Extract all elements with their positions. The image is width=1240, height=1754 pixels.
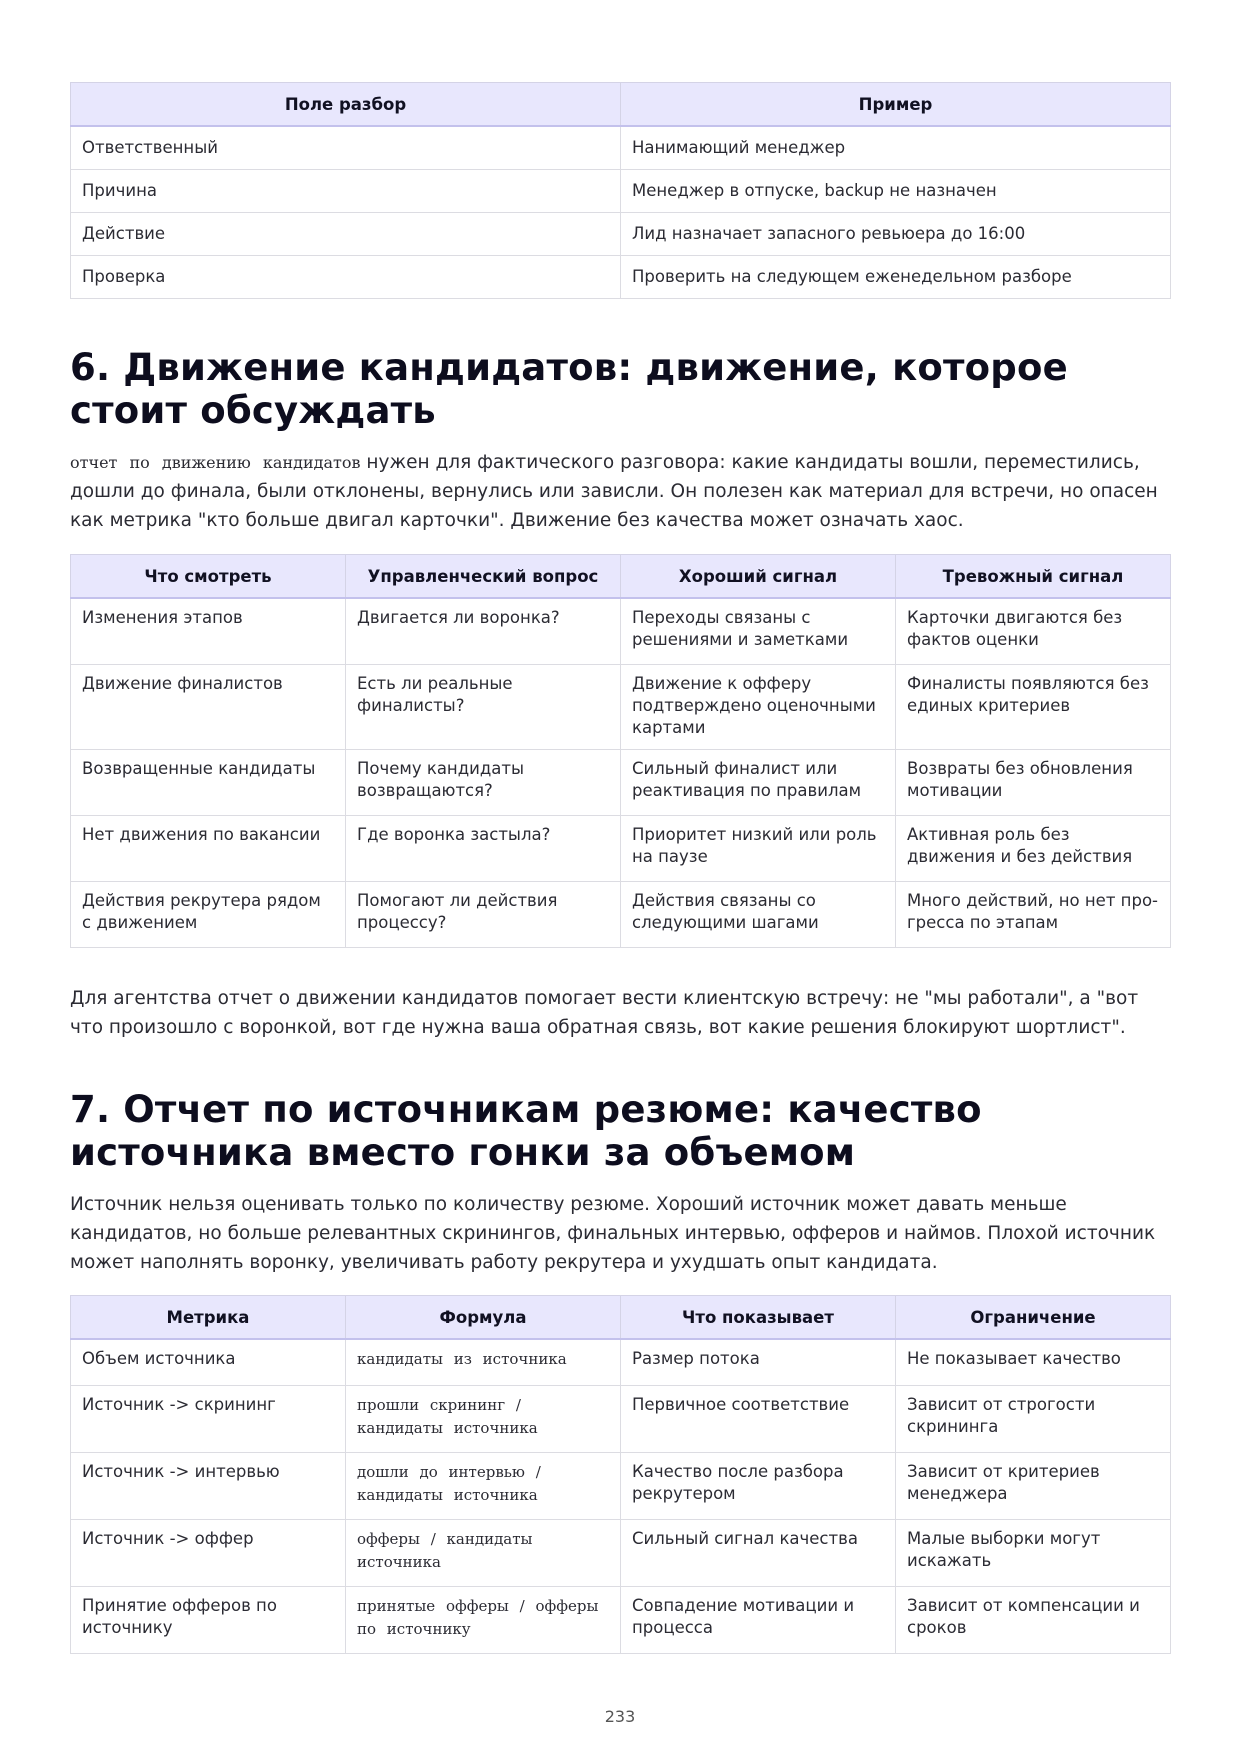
table-header-row	[71, 83, 1171, 127]
table-cell: Помогают ли действия процессу?	[346, 882, 621, 948]
table-cell: Проверка	[71, 256, 621, 299]
table-cell: Зависит от критериев менеджера	[896, 1452, 1171, 1519]
table-cell: Нанимающий менеджер	[621, 126, 1171, 170]
section-7-heading: 7. Отчет по источникам резюме: качество источника вместо гонки за объемом	[70, 1088, 982, 1174]
formula-cell: дошли до интервью / кандидаты источника	[346, 1452, 621, 1519]
table-cell: Нет движения по вакансии	[71, 816, 346, 882]
section-6-outro: Для агентства отчет о движении кандидатов помогает вести клиентскую встречу: не "мы работали", а "вот что произошло с воронкой, вот где нужна ваша обратная связь, вот какие решения блокируют шортлист".	[70, 988, 1139, 1038]
formula-cell: прошли скрининг / кандидаты источника	[346, 1385, 621, 1452]
table-row	[71, 213, 1171, 256]
formula-cell: офферы / кандидаты источника	[346, 1519, 621, 1586]
table-cell: Возвраты без обновления мотивации	[896, 750, 1171, 816]
table-cell: Не показывает качество	[896, 1339, 1171, 1385]
table-cell: Действия связаны со следующими шагами	[621, 882, 896, 948]
table-cell: Первичное соответствие	[621, 1385, 896, 1452]
table-cell: Зависит от компенсации и сроков	[896, 1586, 1171, 1653]
table-header-cell: Ограничение	[896, 1296, 1171, 1340]
table-header-cell: Формула	[346, 1296, 621, 1340]
table-cell: Есть ли реальные финалисты?	[346, 665, 621, 750]
table-cell: Где воронка застыла?	[346, 816, 621, 882]
table-cell: Действие	[71, 213, 621, 256]
table-row	[71, 1519, 1171, 1586]
formula-cell: кандидаты из источника	[346, 1339, 621, 1385]
table-cell: Много действий, но нет прогресса по этапам	[896, 882, 1171, 948]
candidate-movement-table	[70, 554, 1171, 948]
table-cell: Почему кандидаты возвращаются?	[346, 750, 621, 816]
table-header-row	[71, 555, 1171, 599]
table-cell: Действия рекрутера рядом с движением	[71, 882, 346, 948]
table-row	[71, 816, 1171, 882]
table-header-cell: Поле разбор	[71, 83, 621, 127]
table-row	[71, 126, 1171, 170]
table-cell: Движение финалистов	[71, 665, 346, 750]
table-header-cell: Пример	[621, 83, 1171, 127]
page-content	[70, 82, 1171, 1654]
table-row	[71, 665, 1171, 750]
page-number: 233	[604, 1707, 636, 1726]
source-quality-table	[70, 1295, 1171, 1654]
table-cell: Размер потока	[621, 1339, 896, 1385]
table-cell: Активная роль без движения и без действия	[896, 816, 1171, 882]
table-header-cell: Управленческий вопрос	[346, 555, 621, 599]
table-row	[71, 1385, 1171, 1452]
formula-cell: принятые офферы / офферы по источнику	[346, 1586, 621, 1653]
review-fields-table	[70, 82, 1171, 299]
table-header-cell: Метрика	[71, 1296, 346, 1340]
section-7-intro: Источник нельзя оценивать только по количеству резюме. Хороший источник может давать меньше кандидатов, но больше релевантных скринингов, финальных интервью, офферов и наймов. Плохой источник может наполнять воронку, увеличивать работу рекрутера и ухудшать опыт кандидата.	[70, 1194, 1156, 1273]
table-header-cell: Хороший сигнал	[621, 555, 896, 599]
table-cell: Приоритет низкий или роль на паузе	[621, 816, 896, 882]
table-row	[71, 1452, 1171, 1519]
table-cell: Финалисты появляются без единых критериев	[896, 665, 1171, 750]
table-header-cell: Что смотреть	[71, 555, 346, 599]
table-row	[71, 256, 1171, 299]
table-cell: Объем источника	[71, 1339, 346, 1385]
table-row	[71, 598, 1171, 665]
table-cell: Причина	[71, 170, 621, 213]
table-row	[71, 1339, 1171, 1385]
table-cell: Источник -> скрининг	[71, 1385, 346, 1452]
table-cell: Изменения этапов	[71, 598, 346, 665]
table-cell: Совпадение мотивации и процесса	[621, 1586, 896, 1653]
table-cell: Возвращенные кандидаты	[71, 750, 346, 816]
section-6-intro-text: нужен для фактического разговора: какие кандидаты вошли, переместились, дошли до финала, были отклонены, вернулись или зависли. Он полезен как материал для встречи, но опасен как метрика "кто больше двигал карточки". Движение без качества может означать хаос.	[70, 452, 1158, 531]
section-6-intro	[70, 448, 1171, 535]
table-cell: Карточки двигаются без фактов оценки	[896, 598, 1171, 665]
table-cell: Движение к офферу подтверждено оценочными картами	[621, 665, 896, 750]
table-cell: Переходы связаны с решениями и заметками	[621, 598, 896, 665]
table-header-row	[71, 1296, 1171, 1340]
table-row	[71, 1586, 1171, 1653]
table-cell: Малые выборки могут искажать	[896, 1519, 1171, 1586]
table-row	[71, 750, 1171, 816]
section-6-heading: 6. Движение кандидатов: движение, которое стоит обсуждать	[70, 346, 1068, 432]
table-cell: Источник -> оффер	[71, 1519, 346, 1586]
table-cell: Менеджер в отпуске, backup не назначен	[621, 170, 1171, 213]
table-cell: Сильный финалист или реактивация по правилам	[621, 750, 896, 816]
table-cell: Принятие офферов по источнику	[71, 1586, 346, 1653]
table-row	[71, 170, 1171, 213]
table-cell: Лид назначает запасного ревьюера до 16:00	[621, 213, 1171, 256]
table-cell: Ответственный	[71, 126, 621, 170]
table-cell: Сильный сигнал качества	[621, 1519, 896, 1586]
inline-code: отчет по движению кандидатов	[70, 453, 361, 472]
table-cell: Проверить на следующем еженедельном разборе	[621, 256, 1171, 299]
table-header-cell: Что показывает	[621, 1296, 896, 1340]
table-cell: Качество после разбора рекрутером	[621, 1452, 896, 1519]
table-cell: Двигается ли воронка?	[346, 598, 621, 665]
table-header-cell: Тревожный сигнал	[896, 555, 1171, 599]
table-cell: Зависит от строгости скрининга	[896, 1385, 1171, 1452]
table-row	[71, 882, 1171, 948]
table-cell: Источник -> интервью	[71, 1452, 346, 1519]
